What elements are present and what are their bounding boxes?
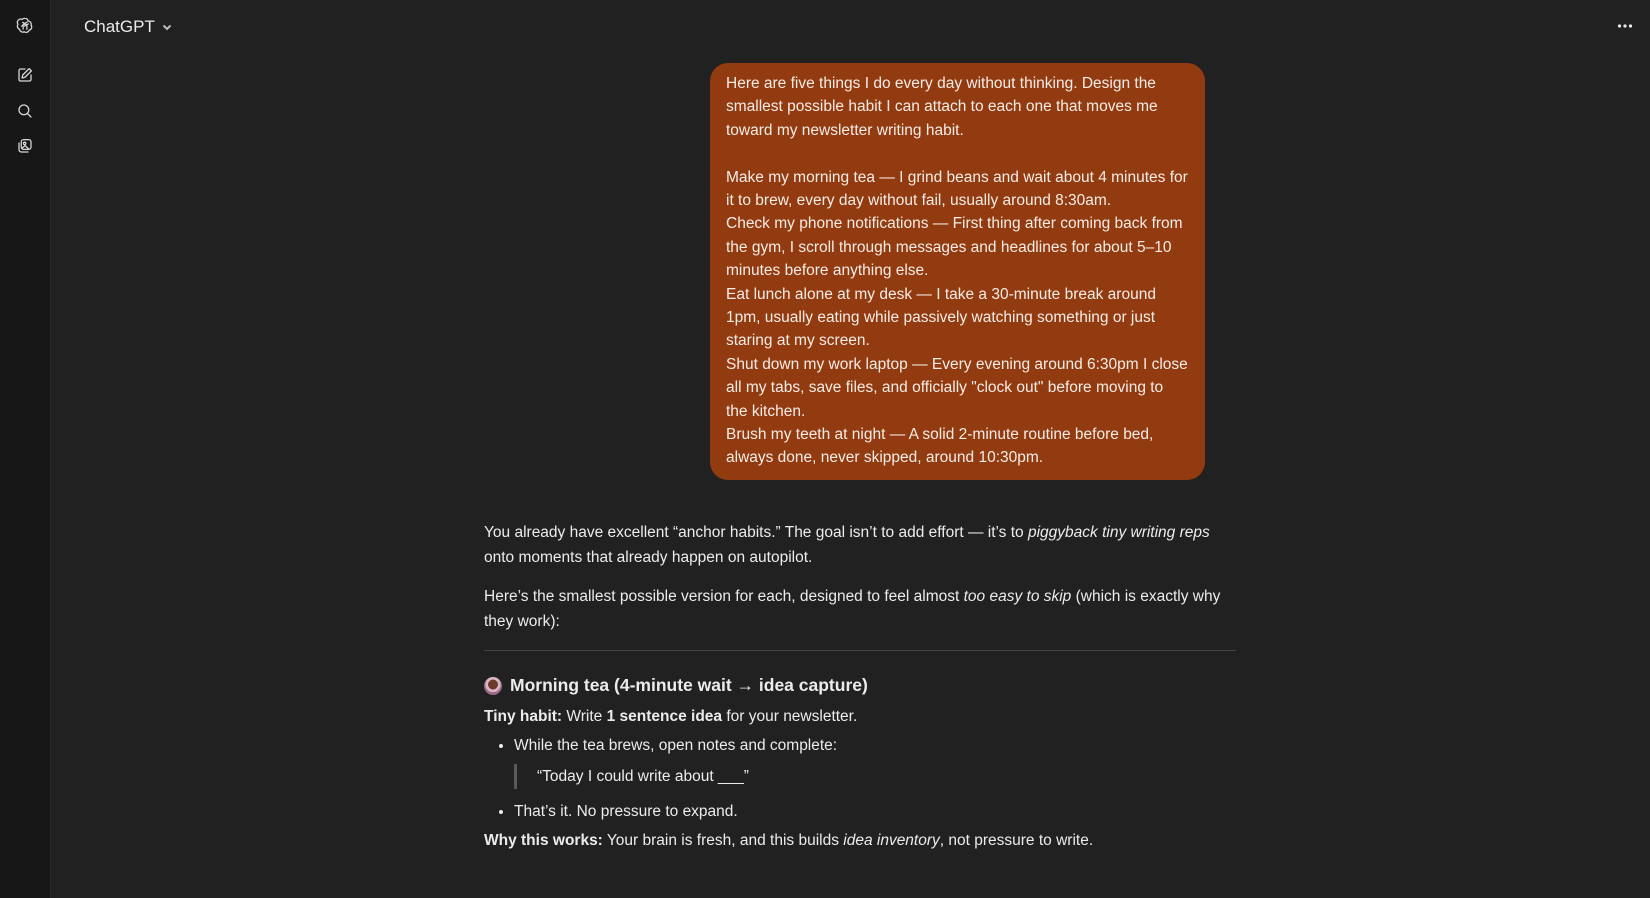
more-icon: [1617, 18, 1633, 34]
why-line: Why this works: Your brain is fresh, and this builds idea inventory, not pressure to write.: [484, 832, 1094, 849]
openai-logo-icon[interactable]: [12, 12, 38, 38]
more-options-button[interactable]: [1610, 12, 1640, 40]
tea-icon: [484, 677, 502, 695]
library-icon: [16, 137, 34, 155]
user-message-item: Check my phone notifications — First thing after coming back from the gym, I scroll through messages and headlines for about 5–10 minutes before anything else.: [726, 215, 1183, 280]
assistant-message: [484, 520, 1236, 867]
quote-block: “Today I could write about ___”: [514, 764, 1236, 789]
library-button[interactable]: [12, 133, 38, 159]
chevron-down-icon: [161, 21, 173, 33]
list-item: • While the tea brews, open notes and complete: “Today I could write about ___”: [514, 733, 1236, 789]
user-message-item: Make my morning tea — I grind beans and wait about 4 minutes for it to brew, every day without fail, usually around 8:30am.: [726, 168, 1188, 210]
list-item: • That’s it. No pressure to expand.: [514, 799, 1236, 824]
sidebar-rail: [0, 0, 51, 898]
user-message-bubble: [710, 63, 1205, 480]
assistant-paragraph: Here’s the smallest possible version for each, designed to feel almost too easy to skip (which is exactly why they work):: [484, 588, 1221, 630]
user-message-item: Shut down my work laptop — Every evening around 6:30pm I close all my tabs, save files, and officially "clock out" before moving to the kitchen.: [726, 355, 1188, 420]
search-icon: [16, 102, 34, 120]
section-divider: [484, 650, 1236, 651]
model-label: ChatGPT: [84, 17, 155, 36]
assistant-paragraph: You already have excellent “anchor habits.” The goal isn’t to add effort — it’s to piggyback tiny writing reps onto moments that already happen on autopilot.: [484, 524, 1210, 566]
new-chat-button[interactable]: [12, 62, 38, 88]
model-switcher[interactable]: [84, 14, 173, 40]
habit-steps-list: [484, 733, 1236, 824]
user-message-item: Eat lunch alone at my desk — I take a 30-minute break around 1pm, usually eating while passively watching something or just staring at my screen.: [726, 285, 1156, 350]
search-button[interactable]: [12, 98, 38, 124]
new-chat-icon: [16, 66, 34, 84]
user-message-item: Brush my teeth at night — A solid 2-minute routine before bed, always done, never skipped, around 10:30pm.: [726, 426, 1154, 467]
tiny-habit-line: Tiny habit: Write 1 sentence idea for your newsletter.: [484, 708, 858, 725]
user-message-intro: Here are five things I do every day without thinking. Design the smallest possible habit I can attach to each one that moves me toward my newsletter writing habit.: [726, 75, 1158, 139]
section-heading: Morning tea (4-minute wait → idea capture): [484, 673, 1236, 698]
